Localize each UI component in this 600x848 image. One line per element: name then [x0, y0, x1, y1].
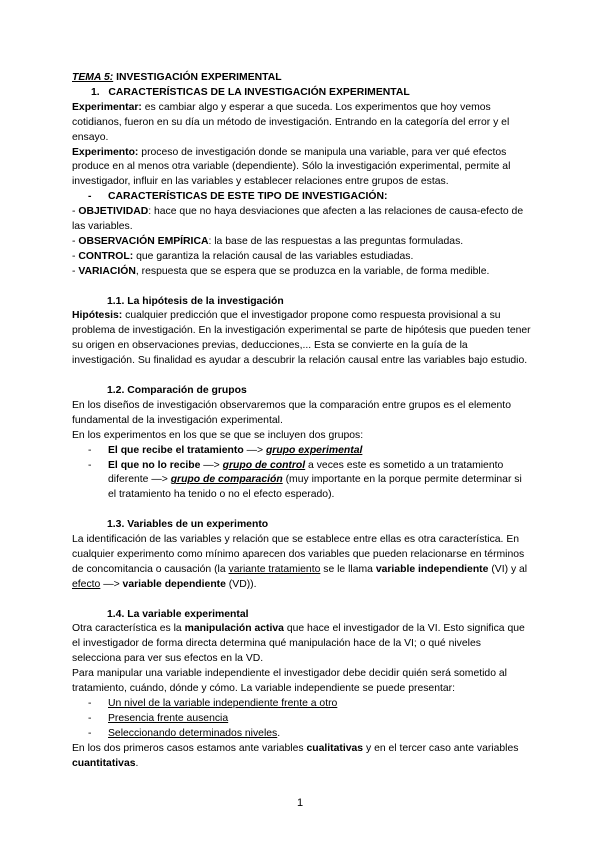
comparacion-paragraph-1: En los diseños de investigación observaremos que la comparación entre grupos es el elemento fundamental de la investigación experimental. — [72, 399, 511, 426]
list-item-text: Seleccionando determinados niveles — [108, 727, 278, 739]
arrow: —> — [200, 459, 223, 471]
caracteristica-item: - OBSERVACIÓN EMPÍRICA: la base de las respuestas a las preguntas formuladas. — [72, 235, 464, 247]
grupo-text: a veces este es sometido a un tratamiento diferente — [108, 459, 504, 486]
spacer — [72, 503, 532, 518]
hipotesis-text: cualquier predicción que el investigador propone como respuesta provisional a su problema de investigación. En la investigación experimental se parte de hipótesis que pueden tener su origen en observaciones previas, deducciones,... Esta se convierte en la guía de la investigación. Su finalidad es ayudar a descubrir la relación causal entre las variables bajo estudio. — [72, 310, 531, 367]
caracteristica-term: CONTROL: — [78, 250, 134, 262]
manipular-paragraph: Para manipular una variable independiente el investigador debe decidir quién será sometido al tratamiento, cuándo, dónde y cómo. La variable independiente se puede presentar: — [72, 668, 507, 695]
conclusion-paragraph — [72, 742, 532, 772]
spacer — [72, 280, 532, 295]
text: y en el tercer caso ante variables — [363, 742, 519, 754]
variable-experimental-paragraph — [72, 622, 532, 667]
hipotesis-term: Hipótesis: — [72, 310, 123, 322]
variables-paragraph — [72, 533, 532, 593]
text: que hace el investigador de la VI. Esto significa que el investigador de forma directa determina qué manipulación hace de la VI; o qué niveles selecciona para ver sus efectos en la VD. — [72, 623, 525, 665]
title-text: INVESTIGACIÓN EXPERIMENTAL — [113, 72, 282, 83]
experimentar-paragraph — [72, 101, 532, 146]
section-1-title: CARACTERÍSTICAS DE LA INVESTIGACIÓN EXPERIMENTAL — [108, 86, 410, 98]
page-number: 1 — [296, 797, 304, 809]
text: se le llama — [320, 563, 376, 575]
manipulacion-activa: manipulación activa — [184, 623, 284, 635]
list-item-suffix: . — [277, 727, 281, 739]
presentacion-list — [72, 697, 532, 742]
spacer — [72, 593, 532, 608]
caracteristica-text: : la base de las respuestas a las preguntas formuladas. — [208, 235, 464, 247]
title-label: TEMA 5: — [72, 72, 114, 83]
section-1-heading — [72, 86, 532, 101]
grupo-label: El que no lo recibe — [108, 459, 201, 471]
experimentar-text: es cambiar algo y esperar a que suceda. Los experimentos que hoy vemos cotidianos, fueron en su día un método de investigación. Entrando en la categoría del error y el ensayo. — [72, 101, 510, 143]
text: La identificación de las variables y relación que se establece entre ellas es otra característica. En cualquier experimento como mínimo aparecen dos variables que pueden relacionarse en términos de concomitancia o causación (la — [72, 534, 525, 575]
list-item — [72, 712, 532, 727]
grupo-experimental: grupo experimental — [265, 444, 363, 456]
caracteristica-text: : hace que no haya desviaciones que afecten a las relaciones de causa-efecto de las variables. — [72, 206, 524, 233]
section-1-4-heading: 1.4. La variable experimental — [107, 608, 249, 620]
spacer — [72, 369, 532, 384]
text: Otra característica es la — [72, 623, 185, 635]
efecto: efecto — [72, 578, 101, 590]
grupo-item — [72, 459, 532, 504]
arrow: —> — [100, 578, 123, 590]
text: (VI) y al — [488, 563, 528, 575]
experimento-term: Experimento: — [72, 146, 139, 158]
caracteristica-term: OBJETIVIDAD — [78, 206, 149, 218]
experimentar-term: Experimentar: — [72, 101, 142, 113]
caracteristica-term: VARIACIÓN — [78, 265, 136, 277]
hipotesis-paragraph — [72, 309, 532, 369]
caracteristica-term: OBSERVACIÓN EMPÍRICA — [78, 235, 209, 247]
variable-dependiente: variable dependiente — [122, 578, 226, 590]
grupos-list — [72, 444, 532, 504]
section-1-3-heading: 1.3. Variables de un experimento — [107, 519, 269, 531]
text: (VD)). — [225, 578, 257, 590]
document-body — [72, 71, 532, 772]
text: . — [135, 757, 139, 769]
list-item — [72, 727, 532, 742]
caracteristicas-heading-list — [72, 190, 532, 205]
experimento-text: proceso de investigación donde se manipula una variable, para ver qué efectos produce en al menos otra variable (dependiente). Sólo la investigación experimental, permite al investigador, influir en las variables y establecer relaciones entre grupos de estas. — [72, 146, 511, 188]
section-1-number: 1. — [91, 86, 100, 98]
caracteristicas-heading: - CARACTERÍSTICAS DE ESTE TIPO DE INVESTIGACIÓN: — [72, 190, 532, 205]
variante-tratamiento: variante tratamiento — [228, 563, 321, 575]
cualitativas: cualitativas — [306, 742, 364, 754]
caracteristica-item: - VARIACIÓN, respuesta que se espera que se produzca en la variable, de forma medible. — [72, 265, 490, 277]
variable-independiente: variable independiente — [375, 563, 489, 575]
caracteristica-item: - OBJETIVIDAD: hace que no haya desviaciones que afecten a las relaciones de causa-efecto de las variables. — [72, 206, 524, 233]
grupo-label: El que recibe el tratamiento — [108, 444, 244, 456]
document-title — [72, 71, 532, 86]
section-1-2-heading: 1.2. Comparación de grupos — [107, 385, 247, 396]
grupo-item — [72, 444, 532, 459]
grupo-comparacion: grupo de comparación — [170, 474, 283, 486]
arrow: —> — [151, 474, 171, 486]
list-item-text: Presencia frente ausencia — [108, 712, 229, 724]
list-item — [72, 697, 532, 712]
caracteristica-item: - CONTROL: que garantiza la relación causal de las variables estudiadas. — [72, 250, 414, 262]
caracteristica-text: que garantiza la relación causal de las variables estudiadas. — [133, 250, 414, 262]
cuantitativas: cuantitativas — [72, 757, 136, 769]
arrow: —> — [243, 444, 266, 456]
comparacion-paragraph-2: En los experimentos en los que se que se incluyen dos grupos: — [72, 429, 364, 441]
grupo-control: grupo de control — [222, 459, 306, 471]
section-1-1-heading: 1.1. La hipótesis de la investigación — [107, 295, 284, 307]
list-item-text: Un nivel de la variable independiente frente a otro — [108, 698, 338, 709]
experimento-paragraph — [72, 146, 532, 191]
caracteristica-text: , respuesta que se espera que se produzca en la variable, de forma medible. — [135, 265, 490, 277]
grupo-text: (muy importante en la porque permite determinar si el tratamiento ha tenido o no el efecto esperado). — [108, 474, 522, 501]
text: En los dos primeros casos estamos ante variables — [72, 742, 307, 754]
